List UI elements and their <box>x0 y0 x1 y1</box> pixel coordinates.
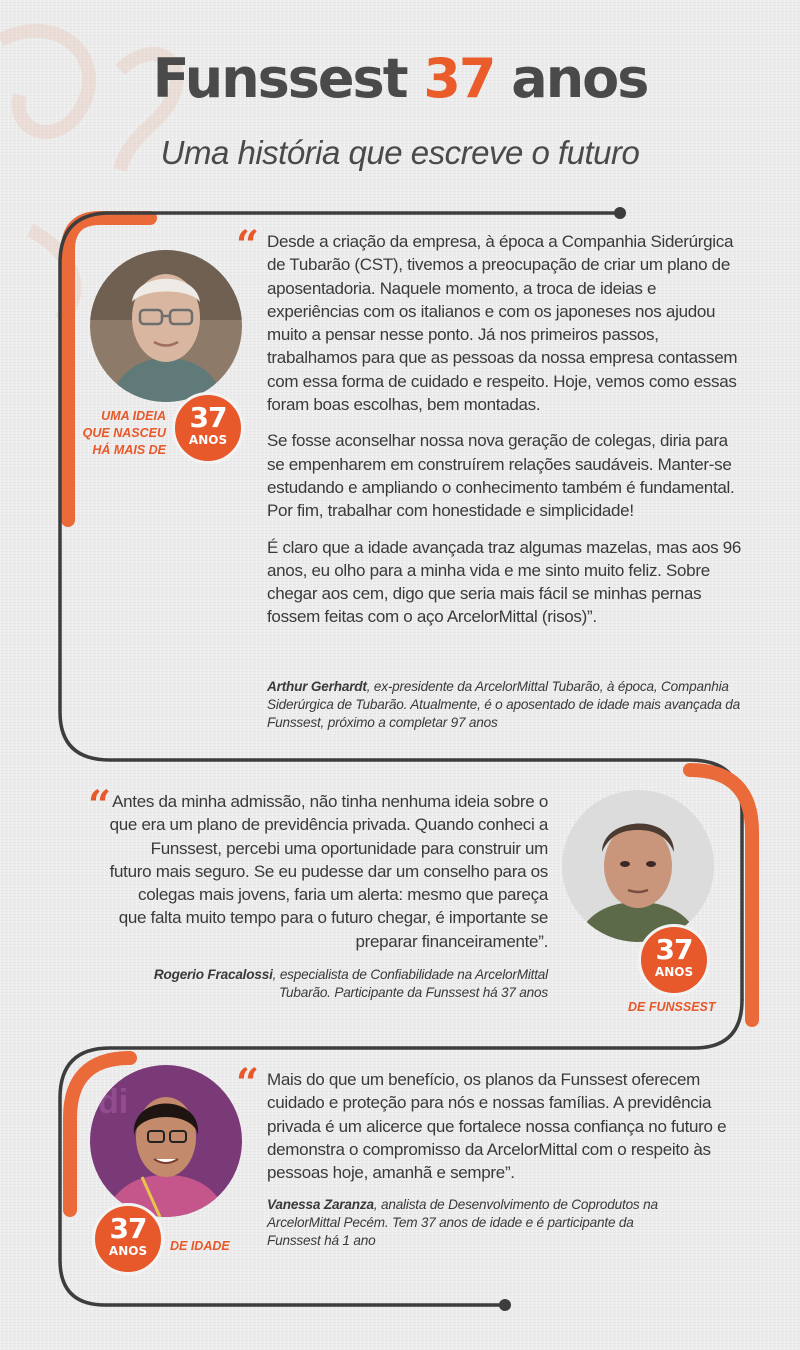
quote-text-rogerio <box>108 790 548 966</box>
author-name: Rogerio Fracalossi <box>153 967 273 982</box>
quote-mark-icon: “ <box>236 222 260 269</box>
badge-number: 37 <box>655 933 693 966</box>
caption-line: DE FUNSSEST <box>628 1000 716 1014</box>
quote-text-arthur <box>267 230 745 642</box>
quote-paragraph: É claro que a idade avançada traz algumas mazelas, mas aos 96 anos, eu olho para a minha vida e me sinto muito feliz. Sobre chegar aos cem, digo que seria mais fácil se minhas pernas fossem feitas com o aço ArcelorMittal (risos)”. <box>267 537 742 627</box>
quote-paragraph: Mais do que um benefício, os planos da Funssest oferecem cuidado e proteção para nós e nossas famílias. A previdência privada é um alicerce que fortalece nossa confiança no futuro e demonstra o compromisso da ArcelorMittal com o respeito às pessoas hoje, amanhã e sempre”. <box>267 1070 727 1183</box>
caption-line: HÁ MAIS DE <box>92 443 166 457</box>
badge-number: 37 <box>109 1212 147 1245</box>
avatar-arthur <box>90 250 242 402</box>
badge-37-anos-1 <box>172 392 244 464</box>
author-vanessa <box>267 1196 667 1250</box>
author-rogerio <box>140 966 548 1002</box>
badge-label: ANOS <box>188 433 228 447</box>
badge-label: ANOS <box>654 965 694 979</box>
portrait-elderly-man-icon <box>90 250 242 402</box>
badge-37-anos-3 <box>92 1203 164 1275</box>
caption-line: DE IDADE <box>170 1239 230 1253</box>
badge-37-anos-2 <box>638 924 710 996</box>
title-accent-number: 37 <box>423 47 495 110</box>
quote-mark-icon: “ <box>88 782 112 829</box>
svg-text:di: di <box>98 1083 129 1121</box>
quote-paragraph: Antes da minha admissão, não tinha nenhuma ideia sobre o que era um plano de previdência privada. Quando conheci a Funssest, percebi uma oportunidade para construir um futuro mais seguro. Se eu pudesse dar um conselho para os colegas mais jovens, faria um alerta: mesmo que pareça que falta muito tempo para o futuro chegar, é importante se preparar financeiramente”. <box>109 792 548 951</box>
avatar-rogerio <box>562 790 714 942</box>
author-name: Vanessa Zaranza <box>267 1197 374 1212</box>
portrait-woman-icon <box>90 1065 242 1217</box>
caption-arthur <box>60 408 166 459</box>
author-role: , especialista de Confiabilidade na ArcelorMittal Tubarão. Participante da Funssest há 37 anos <box>272 967 548 1000</box>
author-role: , analista de Desenvolvimento de Coprodutos na ArcelorMittal Pecém. Tem 37 anos de idade e é participante da Funssest há 1 ano <box>267 1197 658 1248</box>
quote-mark-icon: “ <box>236 1060 260 1107</box>
author-arthur <box>267 678 742 732</box>
quote-paragraph: Desde a criação da empresa, à época a Companhia Siderúrgica de Tubarão (CST), tivemos a preocupação de criar um plano de aposentadoria. Naquele momento, a troca de ideias e experiências com os italianos e com os japoneses nos ajudou muito a pensar nesse ponto. Já nos primeiros passos, trabalhamos para que as pessoas da nossa empresa contassem com essa forma de cuidado e respeito. Hoje, vemos como essas foram boas escolhas, bem montadas. <box>267 232 738 415</box>
page-title <box>0 47 800 110</box>
author-name: Arthur Gerhardt <box>267 679 367 694</box>
portrait-man-icon <box>562 790 714 942</box>
caption-vanessa <box>170 1238 250 1255</box>
page-subtitle: Uma história que escreve o futuro <box>160 134 640 171</box>
avatar-vanessa <box>90 1065 242 1217</box>
badge-number: 37 <box>189 401 227 434</box>
quote-text-vanessa <box>267 1068 745 1197</box>
quote-paragraph: Se fosse aconselhar nossa nova geração de colegas, diria para se empenharem em construírem relações saudáveis. Manter-se estudando e ampliando o conhecimento também é fundamental. Por fim, trabalhar com honestidade e simplicidade! <box>267 431 735 521</box>
title-part2: anos <box>511 47 648 110</box>
badge-label: ANOS <box>108 1244 148 1258</box>
author-role: , ex-presidente da ArcelorMittal Tubarão, à época, Companhia Siderúrgica de Tubarão. Atualmente, é o aposentado de idade mais avançada da Funssest, próximo a completar 97 anos <box>267 679 740 730</box>
caption-line: UMA IDEIA <box>101 409 166 423</box>
title-part1: Funssest <box>152 47 407 110</box>
caption-line: QUE NASCEU <box>82 426 166 440</box>
caption-rogerio <box>628 999 728 1016</box>
